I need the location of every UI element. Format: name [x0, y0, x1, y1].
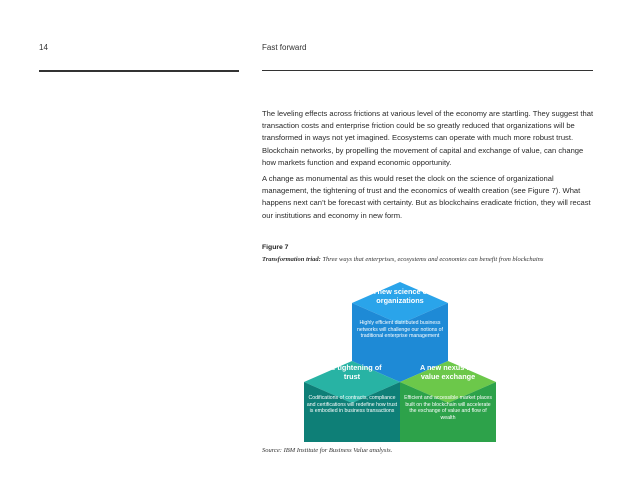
header-rule-left [39, 70, 239, 72]
right-cube-title: A new nexus for value exchange [419, 363, 477, 381]
top-cube-text: Highly efficient distributed business networks will challenge our notions of traditional enterprise management [357, 320, 443, 340]
figure-source: Source: IBM Institute for Business Value analysis. [262, 447, 393, 454]
header-rule-right [262, 70, 593, 71]
page-number: 14 [39, 43, 48, 52]
body-text [262, 108, 598, 226]
figure-caption [262, 256, 543, 263]
section-title: Fast forward [262, 43, 307, 52]
figure-caption-text: Three ways that enterprises, ecosystems and economies can benefit from blockchains [320, 256, 544, 263]
left-cube-title: The tightening of trust [322, 363, 382, 381]
left-cube-text: Codifications of contracts, compliance and certifications will redefine how trust is embodied in business transactions [306, 395, 398, 415]
body-paragraph-2: A change as monumental as this would reset the clock on the science of organizational management, the tightening of trust and the economics of wealth creation (see Figure 7). What happens next can’t be forecast with certainty. But as blockchains eradicate friction, they will recast our institutions and economy in new form. [262, 174, 591, 220]
figure-caption-title: Transformation triad: [262, 256, 321, 263]
top-cube-title: A new science of organizations [370, 287, 430, 305]
figure-label: Figure 7 [262, 244, 289, 251]
transformation-triad-diagram [300, 282, 500, 442]
body-paragraph-1: The leveling effects across frictions at various level of the economy are startling. They suggest that transaction costs and enterprise friction could be so greatly reduced that organizations will be transformed in ways not yet imagined. Ecosystems can operate with much more robust trust. Blockchain networks, by propelling the movement of capital and exchange of value, can change how markets function and expand economic opportunity. [262, 109, 594, 167]
right-cube-text: Efficient and accessible market places built on the blockchain will accelerate the exchange of value and flow of wealth [404, 395, 492, 421]
